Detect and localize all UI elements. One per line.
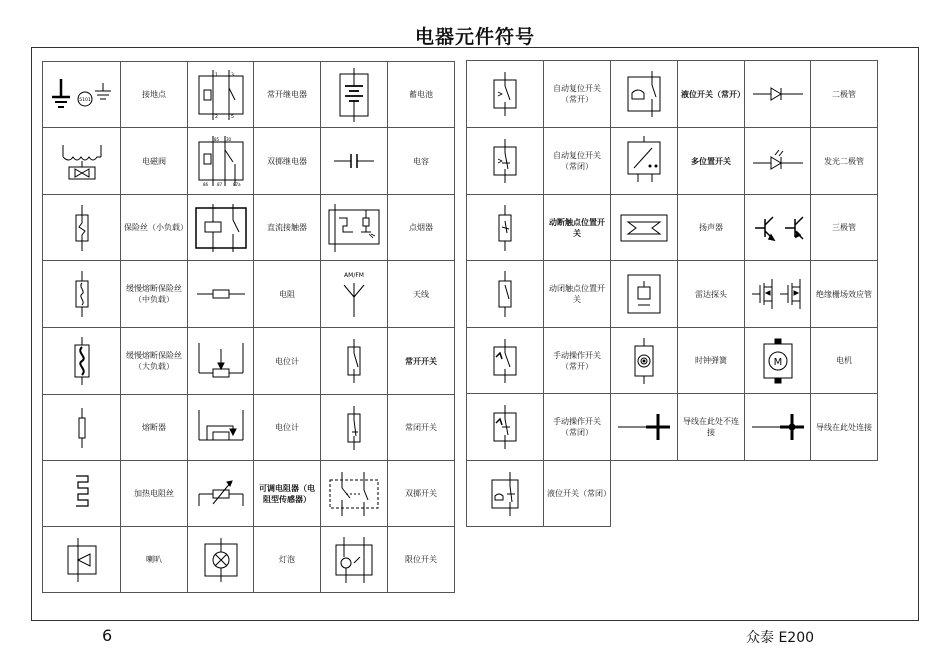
switch-nc-symbol — [321, 395, 388, 461]
label-multi-position-switch: 多位置开关 — [678, 128, 745, 195]
battery-symbol — [321, 62, 388, 128]
label-level-switch-no: 液位开关（常开） — [678, 61, 745, 128]
label-cigarette-lighter: 点烟器 — [388, 195, 455, 261]
brand-model: E200 — [778, 630, 815, 646]
label-switch-nc: 常闭开关 — [388, 395, 455, 461]
motor-letter: M — [773, 356, 782, 368]
wires-not-connected-symbol — [611, 394, 678, 461]
ground-tag: (5101) — [77, 97, 92, 103]
fuse-small-symbol — [43, 195, 121, 261]
label-led: 发光二极管 — [811, 128, 878, 195]
label-wires-not-connected: 导线在此处不连接 — [678, 394, 745, 461]
level-switch-nc-symbol — [467, 461, 544, 527]
label-level-switch-nc: 液位开关（常闭） — [544, 461, 611, 527]
label-clock-spring: 时钟弹簧 — [678, 328, 745, 394]
heating-wire-symbol — [43, 461, 121, 527]
label-slow-fuse-medium: 缓慢熔断保险丝（中负载） — [121, 261, 188, 328]
manual-switch-nc-symbol — [467, 394, 544, 461]
label-relay-co: 双掷继电器 — [254, 128, 321, 195]
potentiometer-symbol-2 — [188, 395, 254, 461]
label-battery: 蓄电池 — [388, 62, 455, 128]
resistor-symbol — [188, 261, 254, 328]
page-number: 6 — [102, 626, 113, 645]
label-speaker: 扬声器 — [678, 195, 745, 261]
relay-no-pin-3: 3 — [230, 72, 234, 78]
relay-co-symbol — [188, 128, 254, 195]
switch-no-symbol — [321, 328, 388, 395]
wires-connected-symbol — [745, 394, 811, 461]
label-potentiometer-1: 电位计 — [254, 328, 321, 395]
horn-symbol — [43, 527, 121, 593]
label-fusible-link: 熔断器 — [121, 395, 188, 461]
diode-symbol — [745, 61, 811, 128]
label-auto-reset-switch-no: 自动复位开关（常开） — [544, 61, 611, 128]
relay-co-pin-85: 85 — [213, 137, 219, 142]
relay-co-pin-30: 30 — [225, 137, 231, 142]
dc-contactor-symbol — [188, 195, 254, 261]
radar-probe-symbol — [611, 261, 678, 328]
label-solenoid-valve: 电磁阀 — [121, 128, 188, 195]
fusible-link-symbol — [43, 395, 121, 461]
relay-co-pin-87: 87 — [216, 182, 222, 187]
label-antenna: 天线 — [388, 261, 455, 328]
relay-co-pin-86: 86 — [202, 182, 208, 187]
antenna-symbol — [321, 261, 388, 328]
position-switch-no-symbol — [467, 261, 544, 328]
label-ground: 接地点 — [121, 62, 188, 128]
label-capacitor: 电容 — [388, 128, 455, 195]
ground-symbol — [43, 62, 121, 128]
label-wires-connected: 导线在此处连接 — [811, 394, 878, 461]
speaker-symbol — [611, 195, 678, 261]
clock-spring-symbol — [611, 328, 678, 394]
igbt-symbol — [745, 261, 811, 328]
label-position-switch-no: 动闭触点位置开关 — [544, 261, 611, 328]
slow-fuse-medium-symbol — [43, 261, 121, 328]
transistor-symbol — [745, 195, 811, 261]
slow-fuse-large-symbol — [43, 328, 121, 395]
page-title: 电器元件符号 — [414, 26, 535, 48]
manual-switch-no-symbol — [467, 328, 544, 394]
label-manual-switch-nc: 手动操作开关（常闭） — [544, 394, 611, 461]
symbol-table-right — [466, 60, 878, 527]
brand-footer — [746, 627, 814, 647]
auto-reset-switch-no-symbol — [467, 61, 544, 128]
relay-no-pin-2: 2 — [214, 114, 218, 120]
limit-switch-symbol — [321, 527, 388, 593]
potentiometer-symbol-1 — [188, 328, 254, 395]
led-symbol — [745, 128, 811, 195]
relay-co-pin-87a: 87a — [232, 182, 241, 187]
variable-resistor-symbol — [188, 461, 254, 527]
multi-position-switch-symbol — [611, 128, 678, 195]
relay-no-pin-1: 1 — [214, 72, 218, 78]
label-relay-no: 常开继电器 — [254, 62, 321, 128]
label-fuse-small: 保险丝（小负载） — [121, 195, 188, 261]
level-switch-no-symbol — [611, 61, 678, 128]
label-slow-fuse-large: 缓慢熔断保险丝（大负载） — [121, 328, 188, 395]
motor-symbol — [745, 328, 811, 394]
label-radar-probe: 雷达探头 — [678, 261, 745, 328]
label-auto-reset-switch-nc: 自动复位开关（常闭） — [544, 128, 611, 195]
label-bulb: 灯泡 — [254, 527, 321, 593]
brand-name: 众泰 — [746, 630, 774, 646]
label-position-switch-nc: 动断触点位置开关 — [544, 195, 611, 261]
label-potentiometer-2: 电位计 — [254, 395, 321, 461]
solenoid-valve-symbol — [43, 128, 121, 195]
label-heating-wire: 加热电阻丝 — [121, 461, 188, 527]
label-manual-switch-no: 手动操作开关（常开） — [544, 328, 611, 394]
label-horn: 喇叭 — [121, 527, 188, 593]
capacitor-symbol — [321, 128, 388, 195]
label-double-throw-switch: 双掷开关 — [388, 461, 455, 527]
label-transistor: 三极管 — [811, 195, 878, 261]
label-diode: 二极管 — [811, 61, 878, 128]
auto-reset-switch-nc-symbol — [467, 128, 544, 195]
bulb-symbol — [188, 527, 254, 593]
label-limit-switch: 限位开关 — [388, 527, 455, 593]
cigarette-lighter-symbol — [321, 195, 388, 261]
label-resistor: 电阻 — [254, 261, 321, 328]
position-switch-nc-symbol — [467, 195, 544, 261]
label-switch-no: 常开开关 — [388, 328, 455, 395]
label-igbt: 绝缘栅场效应管 — [811, 261, 878, 328]
antenna-tag: AM/FM — [344, 272, 364, 279]
label-dc-contactor: 直流接触器 — [254, 195, 321, 261]
double-throw-switch-symbol — [321, 461, 388, 527]
label-variable-resistor: 可调电阻器（电阻型传感器） — [254, 461, 321, 527]
label-motor: 电机 — [811, 328, 878, 394]
relay-no-pin-5: 5 — [230, 114, 234, 120]
symbol-table-left — [42, 61, 455, 593]
relay-no-symbol — [188, 62, 254, 128]
